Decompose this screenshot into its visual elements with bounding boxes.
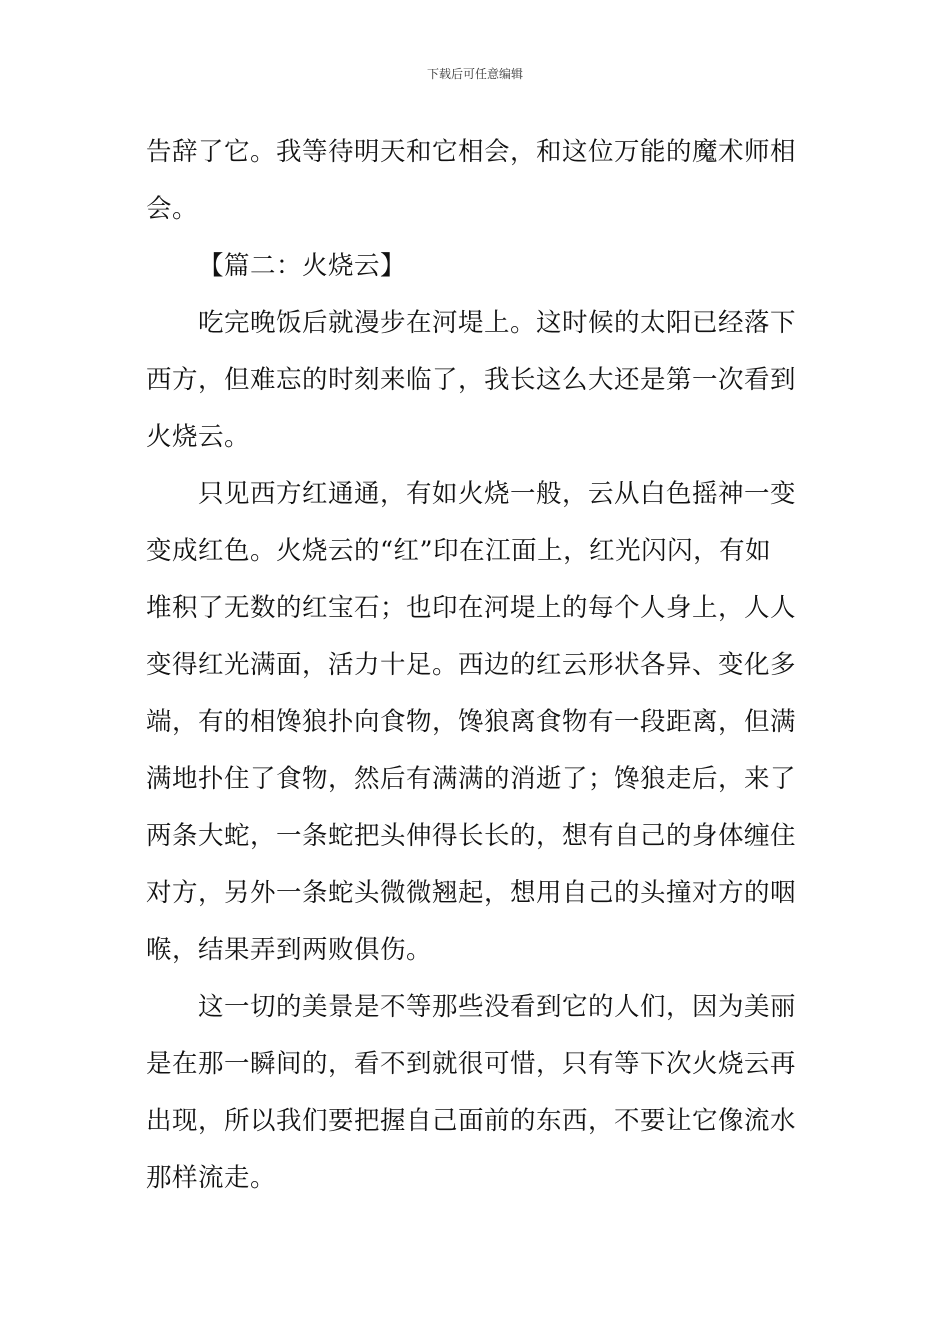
- text-line: 变得红光满面，活力十足。西边的红云形状各异、变化多: [146, 650, 797, 680]
- text-line: 堆积了无数的红宝石；也印在河堤上的每个人身上，人人: [146, 593, 797, 623]
- text-line: 满地扑住了食物，然后有满满的消逝了；馋狼走后，来了: [146, 764, 797, 794]
- text-line: 告辞了它。我等待明天和它相会，和这位万能的魔术师相: [146, 137, 797, 167]
- text-line: 只见西方红通通，有如火烧一般，云从白色摇神一变: [198, 479, 797, 509]
- text-line: 喉，结果弄到两败俱伤。: [146, 935, 433, 965]
- text-line: 会。: [146, 194, 199, 224]
- section-heading: [146, 238, 806, 295]
- text-line: 火烧云。: [146, 422, 251, 452]
- text-line: 那样流走。: [146, 1163, 277, 1193]
- text-line: 对方，另外一条蛇头微微翘起，想用自己的头撞对方的咽: [146, 878, 797, 908]
- text-line: 是在那一瞬间的，看不到就很可惜，只有等下次火烧云再: [146, 1049, 797, 1079]
- page-header: 下载后可任意编辑: [426, 67, 523, 81]
- heading-text: 【篇二：火烧云】: [198, 251, 407, 281]
- text-line: 端，有的相馋狼扑向食物，馋狼离食物有一段距离，但满: [146, 707, 797, 737]
- paragraph-4: [146, 979, 806, 1207]
- text-line: 吃完晚饭后就漫步在河堤上。这时候的太阳已经落下: [198, 308, 797, 338]
- text-line: 西方，但难忘的时刻来临了，我长这么大还是第一次看到: [146, 365, 797, 395]
- paragraph-3: [146, 466, 806, 979]
- text-line: 出现，所以我们要把握自己面前的东西，不要让它像流水: [146, 1106, 797, 1136]
- text-line: 这一切的美景是不等那些没看到它的人们，因为美丽: [198, 992, 797, 1022]
- text-line: 变成红色。火烧云的“红”印在江面上，红光闪闪，有如: [146, 536, 772, 566]
- text-line: 两条大蛇，一条蛇把头伸得长长的，想有自己的身体缠住: [146, 821, 797, 851]
- paragraph-1: [146, 124, 806, 238]
- document-body: [146, 124, 806, 1207]
- paragraph-2: [146, 295, 806, 466]
